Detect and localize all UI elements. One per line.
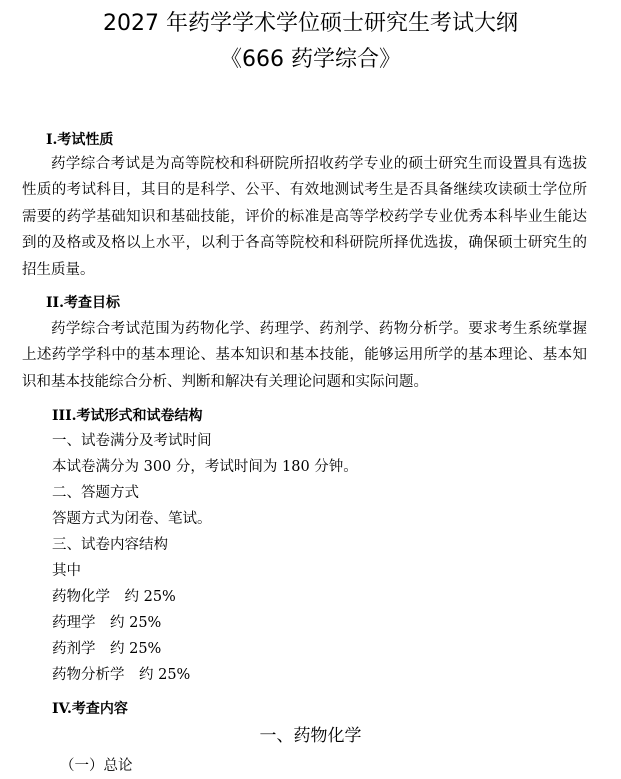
format-line: 药剂学 约 25% <box>52 641 162 657</box>
format-line: 其中 <box>52 563 81 579</box>
format-line: 药物化学 约 25% <box>52 589 176 605</box>
section-heading-exam-content: IV.考查内容 <box>52 701 128 717</box>
format-line: 三、试卷内容结构 <box>52 537 168 553</box>
format-line: 本试卷满分为 300 分，考试时间为 180 分钟。 <box>52 459 358 475</box>
format-line: 二、答题方式 <box>52 485 139 501</box>
format-line: 答题方式为闭卷、笔试。 <box>52 511 212 527</box>
document-title: 2027 年药学学术学位硕士研究生考试大纲 <box>103 11 518 36</box>
format-line: 药理学 约 25% <box>52 615 162 631</box>
section-heading-exam-objectives: II.考查目标 <box>46 295 120 311</box>
section-heading-exam-nature: I.考试性质 <box>46 132 114 148</box>
subsection-title: （一）总论 <box>60 758 133 774</box>
chapter-title: 一、药物化学 <box>259 726 362 746</box>
format-line: 药物分析学 约 25% <box>52 667 191 683</box>
format-line: 一、试卷满分及考试时间 <box>52 433 212 449</box>
section-paragraph-exam-objectives: 药学综合考试范围为药物化学、药理学、药剂学、药物分析学。要求考生系统掌握上述药学学科中的基本理论、基本知识和基本技能，能够运用所学的基本理论、基本知识和基本技能综合分析、判断和解决有关理论问题和实际问题。 <box>22 321 587 390</box>
section-heading-exam-format: III.考试形式和试卷结构 <box>52 408 203 424</box>
section-paragraph-exam-nature: 药学综合考试是为高等院校和科研院所招收药学专业的硕士研究生而设置具有选拔性质的考试科目，其目的是科学、公平、有效地测试考生是否具备继续攻读硕士学位所需要的药学基础知识和基础技能，评价的标准是高等学校药学专业优秀本科毕业生能达到的及格或及格以上水平，以利于各高等院校和科研院所择优选拔，确保硕士研究生的招生质量。 <box>22 156 587 278</box>
document-subtitle: 《666 药学综合》 <box>220 47 401 72</box>
